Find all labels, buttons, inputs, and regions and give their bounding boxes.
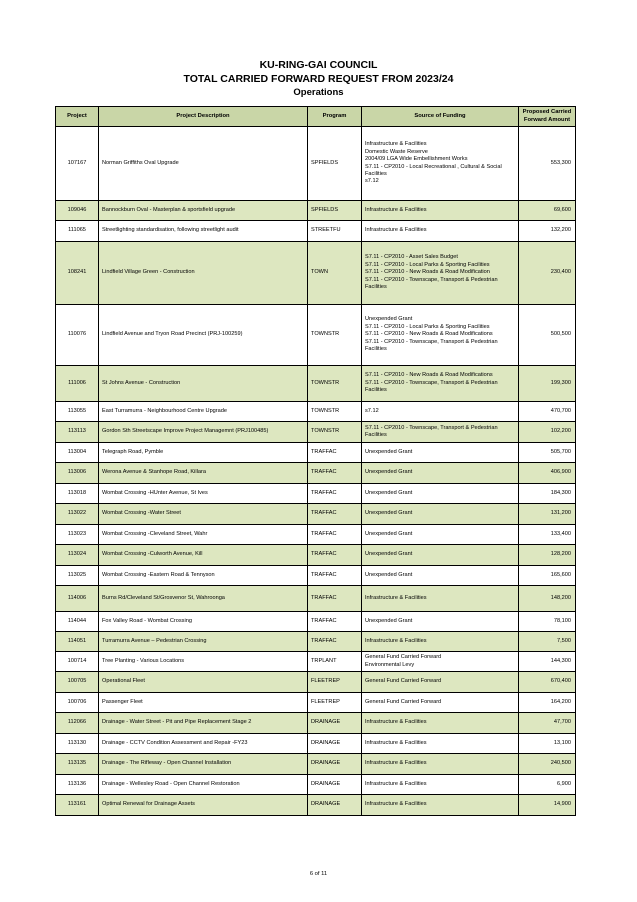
- cell-source: [362, 504, 519, 525]
- cell-description: Drainage - The Rifleway - Open Channel Installation: [99, 754, 308, 775]
- cell-project: 113024: [56, 545, 99, 566]
- cell-source: [362, 693, 519, 713]
- cell-amount: 132,200: [519, 221, 576, 242]
- cell-amount: 184,300: [519, 484, 576, 504]
- cell-amount: 406,900: [519, 463, 576, 484]
- source-line: Unexpended Grant: [365, 448, 413, 455]
- cell-source: [362, 484, 519, 504]
- report-title: TOTAL CARRIED FORWARD REQUEST FROM 2023/24: [183, 73, 454, 85]
- source-line: Infrastructure & Facilities: [365, 719, 427, 726]
- cell-project: 109046: [56, 201, 99, 221]
- cell-project: 114051: [56, 632, 99, 652]
- cell-source: [362, 127, 519, 201]
- cell-amount: 7,500: [519, 632, 576, 652]
- cell-program: DRAINAGE: [308, 795, 362, 816]
- source-line: Unexpended Grant: [365, 551, 413, 558]
- cell-amount: 230,400: [519, 242, 576, 305]
- table-row: [56, 545, 576, 566]
- cell-amount: 128,200: [519, 545, 576, 566]
- cell-project: 110076: [56, 305, 99, 366]
- table-row: [56, 713, 576, 734]
- table-row: [56, 504, 576, 525]
- cell-program: TRAFFAC: [308, 484, 362, 504]
- table-row: [56, 775, 576, 795]
- cell-source: [362, 463, 519, 484]
- cell-source: [362, 201, 519, 221]
- cell-program: TOWNSTR: [308, 305, 362, 366]
- cell-amount: 133,400: [519, 525, 576, 545]
- cell-project: 113113: [56, 422, 99, 443]
- cell-description: Turramurra Avenue – Pedestrian Crossing: [99, 632, 308, 652]
- table-row: [56, 566, 576, 586]
- col-header-amount: [519, 107, 576, 127]
- report-subtitle: Operations: [293, 87, 344, 98]
- table-row: [56, 734, 576, 754]
- cell-project: 100706: [56, 693, 99, 713]
- cell-description: Fox Valley Road - Wombat Crossing: [99, 612, 308, 632]
- source-line: Unexpended Grant: [365, 530, 413, 537]
- table-row: [56, 221, 576, 242]
- cell-project: 113006: [56, 463, 99, 484]
- cell-description: Drainage - Wellesley Road - Open Channel Restoration: [99, 775, 308, 795]
- cell-program: DRAINAGE: [308, 734, 362, 754]
- cell-source: [362, 242, 519, 305]
- cell-amount: 102,200: [519, 422, 576, 443]
- cell-project: 100714: [56, 652, 99, 672]
- cell-source: [362, 672, 519, 693]
- cell-description: Drainage - Water Street - Pit and Pipe Replacement Stage 2: [99, 713, 308, 734]
- cell-source: [362, 652, 519, 672]
- cell-source: [362, 612, 519, 632]
- cell-description: Werona Avenue & Stanhope Road, Killara: [99, 463, 308, 484]
- source-line: s7.12: [365, 407, 379, 414]
- source-line: Environmental Levy: [365, 661, 415, 668]
- source-line: Infrastructure & Facilities: [365, 780, 427, 787]
- cell-project: 114006: [56, 586, 99, 612]
- table-row: [56, 693, 576, 713]
- cell-project: 113055: [56, 402, 99, 422]
- source-line: S7.11 - CP2010 - Townscape, Transport & Pedestrian Facilities: [365, 379, 498, 394]
- cell-program: DRAINAGE: [308, 713, 362, 734]
- cell-program: TRAFFAC: [308, 566, 362, 586]
- table-row: [56, 672, 576, 693]
- cell-program: TRPLANT: [308, 652, 362, 672]
- cell-project: 113130: [56, 734, 99, 754]
- cell-program: TOWNSTR: [308, 422, 362, 443]
- source-line: Unexpended Grant: [365, 316, 413, 323]
- cell-program: TRAFFAC: [308, 545, 362, 566]
- source-line: Unexpended Grant: [365, 510, 413, 517]
- source-line: S7.11 - CP2010 - Local Recreational , Cultural & Social Facilities: [365, 163, 502, 177]
- cell-source: [362, 305, 519, 366]
- cell-description: Norman Griffiths Oval Upgrade: [99, 127, 308, 201]
- cell-program: TRAFFAC: [308, 504, 362, 525]
- table-row: [56, 422, 576, 443]
- cell-amount: 13,100: [519, 734, 576, 754]
- cell-amount: 144,300: [519, 652, 576, 672]
- table-header-row: [56, 107, 576, 127]
- cell-amount: 6,900: [519, 775, 576, 795]
- cell-description: Bannockburn Oval - Masterplan & sportsfield upgrade: [99, 201, 308, 221]
- council-name: KU-RING-GAI COUNCIL: [259, 59, 378, 71]
- cell-program: TRAFFAC: [308, 612, 362, 632]
- source-line: General Fund Carried Forward: [365, 654, 442, 661]
- cell-program: TOWN: [308, 242, 362, 305]
- source-line: General Fund Carried Forward: [365, 678, 442, 685]
- cell-amount: 47,700: [519, 713, 576, 734]
- col-header-amount-line1: Proposed Carried: [522, 109, 572, 116]
- cell-amount: 500,500: [519, 305, 576, 366]
- table-row: [56, 127, 576, 201]
- cell-amount: 470,700: [519, 402, 576, 422]
- cell-description: Passenger Fleet: [99, 693, 308, 713]
- cell-project: 111006: [56, 366, 99, 402]
- cell-amount: 505,700: [519, 443, 576, 463]
- cell-description: Lindfield Avenue and Tryon Road Precinct (PRJ-100259): [99, 305, 308, 366]
- cell-project: 100705: [56, 672, 99, 693]
- source-line: s7.12: [365, 178, 379, 185]
- cell-source: [362, 221, 519, 242]
- cell-description: St Johns Avenue - Construction: [99, 366, 308, 402]
- table-row: [56, 402, 576, 422]
- table-row: [56, 242, 576, 305]
- cell-program: SPFIELDS: [308, 127, 362, 201]
- cell-description: Wombat Crossing -HUnter Avenue, St Ives: [99, 484, 308, 504]
- source-line: Infrastructure & Facilities: [365, 637, 427, 644]
- cell-project: 113135: [56, 754, 99, 775]
- cell-program: TRAFFAC: [308, 525, 362, 545]
- cell-program: FLEETREP: [308, 672, 362, 693]
- cell-program: TRAFFAC: [308, 463, 362, 484]
- cell-amount: 240,500: [519, 754, 576, 775]
- cell-amount: 164,200: [519, 693, 576, 713]
- cell-description: Operational Fleet: [99, 672, 308, 693]
- cell-project: 113025: [56, 566, 99, 586]
- table-row: [56, 586, 576, 612]
- cell-description: Drainage - CCTV Condition Assessment and Repair -FY23: [99, 734, 308, 754]
- source-line: S7.11 - CP2010 - Local Parks & Sporting Facilities: [365, 323, 490, 330]
- source-line: S7.11 - CP2010 - Townscape, Transport & Pedestrian Facilities: [365, 276, 498, 291]
- cell-description: Optimal Renewal for Drainage Assets: [99, 795, 308, 816]
- source-line: Domestic Waste Reserve: [365, 148, 428, 155]
- table-row: [56, 366, 576, 402]
- source-line: S7.11 - CP2010 - Townscape, Transport & Pedestrian Facilities: [365, 338, 498, 353]
- table-row: [56, 652, 576, 672]
- cell-source: [362, 402, 519, 422]
- cell-source: [362, 713, 519, 734]
- source-line: S7.11 - CP2010 - Local Parks & Sporting Facilities: [365, 261, 490, 268]
- cell-amount: 131,200: [519, 504, 576, 525]
- cell-amount: 670,400: [519, 672, 576, 693]
- cell-program: FLEETREP: [308, 693, 362, 713]
- cell-description: Wombat Crossing -Cleveland Street, Wahr: [99, 525, 308, 545]
- cell-description: Wombat Crossing -Eastern Road & Tennyson: [99, 566, 308, 586]
- cell-source: [362, 525, 519, 545]
- cell-description: East Turramurra - Neighbourhood Centre Upgrade: [99, 402, 308, 422]
- cell-project: 113022: [56, 504, 99, 525]
- source-line: S7.11 - CP2010 - New Roads & Road Modifications: [365, 331, 493, 338]
- source-line: Unexpended Grant: [365, 617, 413, 624]
- cell-source: [362, 734, 519, 754]
- cell-program: TRAFFAC: [308, 443, 362, 463]
- table-row: [56, 443, 576, 463]
- table-row: [56, 795, 576, 816]
- cell-amount: 553,300: [519, 127, 576, 201]
- cell-description: Telegraph Road, Pymble: [99, 443, 308, 463]
- cell-description: Lindfield Village Green - Construction: [99, 242, 308, 305]
- cell-amount: 199,300: [519, 366, 576, 402]
- source-line: Unexpended Grant: [365, 571, 413, 578]
- source-line: S7.11 - CP2010 - Townscape, Transport & Pedestrian Facilities: [365, 424, 498, 438]
- cell-description: Tree Planting - Various Locations: [99, 652, 308, 672]
- cell-source: [362, 754, 519, 775]
- cell-project: 108241: [56, 242, 99, 305]
- cell-source: [362, 422, 519, 443]
- cell-source: [362, 443, 519, 463]
- cell-program: SPFIELDS: [308, 201, 362, 221]
- source-line: Infrastructure & Facilities: [365, 739, 427, 746]
- cell-source: [362, 795, 519, 816]
- table-row: [56, 612, 576, 632]
- source-line: Infrastructure & Facilities: [365, 206, 427, 213]
- col-header-amount-line2: Forward Amount: [523, 116, 571, 123]
- cell-project: 113161: [56, 795, 99, 816]
- cell-amount: 165,600: [519, 566, 576, 586]
- source-line: S7.11 - CP2010 - New Roads & Road Modification: [365, 269, 490, 276]
- cell-source: [362, 632, 519, 652]
- source-line: Infrastructure & Facilities: [365, 760, 427, 767]
- source-line: Unexpended Grant: [365, 469, 413, 476]
- cell-amount: 14,900: [519, 795, 576, 816]
- cell-project: 111065: [56, 221, 99, 242]
- table-row: [56, 632, 576, 652]
- table-row: [56, 305, 576, 366]
- col-header-project: Project: [56, 107, 99, 127]
- cell-description: Burns Rd/Cleveland St/Grosvenor St, Wahroonga: [99, 586, 308, 612]
- source-line: General Fund Carried Forward: [365, 698, 442, 705]
- cell-project: 113136: [56, 775, 99, 795]
- source-line: Infrastructure & Facilities: [365, 141, 427, 148]
- table-row: [56, 463, 576, 484]
- report-title-block: [0, 58, 637, 100]
- table-row: [56, 201, 576, 221]
- cell-amount: 78,100: [519, 612, 576, 632]
- source-line: Infrastructure & Facilities: [365, 594, 427, 601]
- col-header-description: Project Description: [99, 107, 308, 127]
- cell-description: Wombat Crossing -Culworth Avenue, Kill: [99, 545, 308, 566]
- cell-project: 107167: [56, 127, 99, 201]
- col-header-source: Source of Funding: [362, 107, 519, 127]
- cell-program: TOWNSTR: [308, 402, 362, 422]
- table-row: [56, 754, 576, 775]
- cell-program: DRAINAGE: [308, 754, 362, 775]
- table-row: [56, 484, 576, 504]
- page-number: 6 of 11: [309, 871, 328, 877]
- source-line: S7.11 - CP2010 - Asset Sales Budget: [365, 254, 458, 261]
- source-line: S7.11 - CP2010 - New Roads & Road Modifications: [365, 372, 493, 379]
- table-row: [56, 525, 576, 545]
- cell-description: Streetlighting standardisation, following streetlight audit: [99, 221, 308, 242]
- cell-source: [362, 545, 519, 566]
- cell-program: TOWNSTR: [308, 366, 362, 402]
- cell-project: 114044: [56, 612, 99, 632]
- col-header-program: Program: [308, 107, 362, 127]
- cell-program: TRAFFAC: [308, 632, 362, 652]
- source-line: Unexpended Grant: [365, 489, 413, 496]
- cell-amount: 148,200: [519, 586, 576, 612]
- cell-program: DRAINAGE: [308, 775, 362, 795]
- cell-project: 113023: [56, 525, 99, 545]
- cell-source: [362, 775, 519, 795]
- cell-amount: 69,600: [519, 201, 576, 221]
- cell-source: [362, 586, 519, 612]
- cell-project: 113004: [56, 443, 99, 463]
- cell-description: Gordon Sth Streetscape Improve Project Managemnt (PRJ100485): [99, 422, 308, 443]
- source-line: Infrastructure & Facilities: [365, 227, 427, 234]
- cell-project: 113018: [56, 484, 99, 504]
- cell-project: 112066: [56, 713, 99, 734]
- cell-description: Wombat Crossing -Water Street: [99, 504, 308, 525]
- cell-source: [362, 566, 519, 586]
- cell-program: TRAFFAC: [308, 586, 362, 612]
- cell-source: [362, 366, 519, 402]
- cell-program: STREETFU: [308, 221, 362, 242]
- source-line: 2004/09 LGA Wide Embellishment Works: [365, 156, 468, 163]
- source-line: Infrastructure & Facilities: [365, 801, 427, 808]
- carried-forward-table: [55, 106, 576, 816]
